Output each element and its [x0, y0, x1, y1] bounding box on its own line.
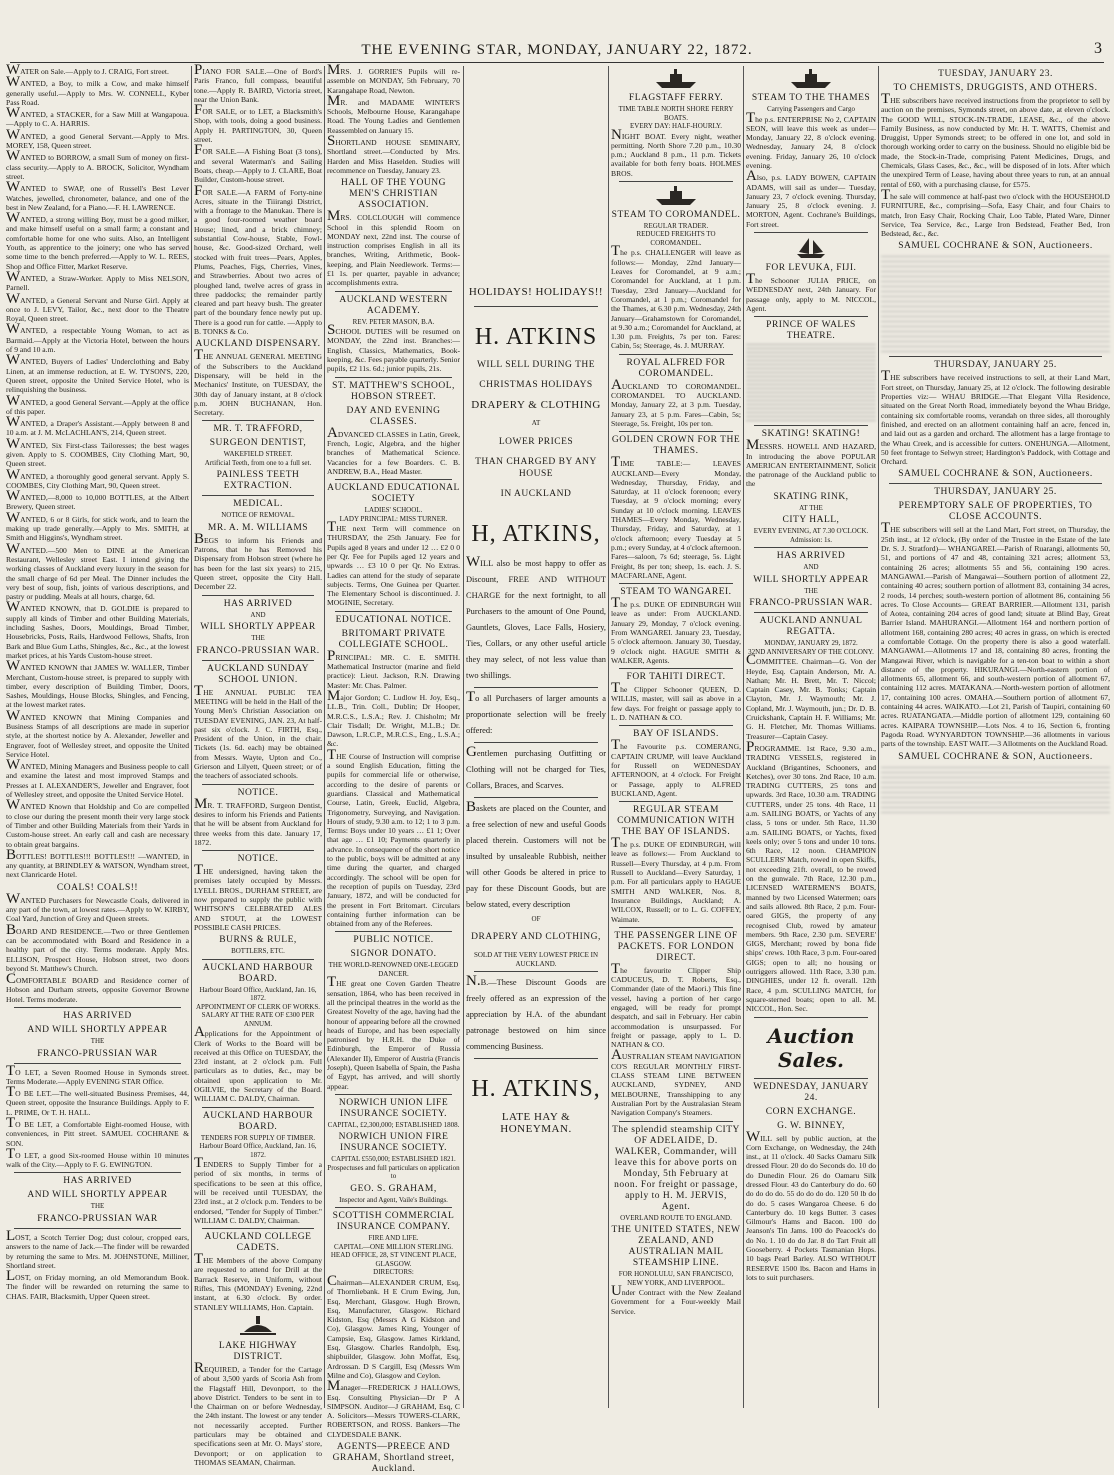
ad-heading: BRITOMART PRIVATE COLLEGIATE SCHOOL.	[338, 628, 449, 650]
ad-subheading: Harbour Board Office, Auckland, Jan. 16, 1872.	[199, 985, 317, 1003]
classified-ad: AUSTRALIAN STEAM NAVIGATION CO'S REGULAR MONTHLY FIRST-CLASS STEAM LINE BETWEEN AUCKLAND, SYDNEY, AND MELBOURNE, Transshipping to any Australian Port by the Australasian Steam Navigation Company's Steamers.	[611, 1047, 741, 1118]
classified-ad: Gentlemen purchasing Outfitting or Clothing will not be charged for Ties, Collars, Braces, and Scarves.	[466, 743, 606, 790]
ad-heading: CITY HALL,	[782, 515, 840, 526]
classified-ad: THE ANNUAL GENERAL MEETING of the Subscribers to the Auckland Dispensary, will be held in the Mechanics' Institute, on TUESDAY, the 30th day of January instant, at 8 o'clock p.m. JOHN BUCHANAN, Hon. Secretary.	[194, 347, 322, 418]
classified-ad: PIANO FOR SALE.—One of Bord's Paris Franco, full compass, beautiful tone.—Apply R. BAIRD, Victoria street, near the Union Bank.	[194, 62, 322, 104]
ad-subheading: REGULAR TRADER.	[643, 221, 709, 230]
ad-subheading: LADIES' SCHOOL.	[364, 506, 423, 515]
ad-subheading: Prospectuses and full particulars on application to	[327, 1163, 460, 1181]
ad-heading: AUCKLAND HARBOUR BOARD.	[202, 962, 314, 984]
classified-ad: WANTED, a strong willing Boy, must be a good milker, and make himself useful on a small farm; a constant and comfortable home for one who suits. Also, an Intelligent Youth, as apprentice to the joinery; one who has served some time to the bench preferred.—Apply to W. L. REES, Shop and Office Fitter, Market Reserve.	[6, 210, 189, 271]
ad-heading: TUESDAY, JANUARY 23.	[938, 69, 1053, 79]
ad-subheading: AT	[531, 419, 541, 427]
ad-subheading: NOTICE OF REMOVAL.	[221, 511, 295, 520]
ad-subheading: REV. PETER MASON, B.A.	[352, 317, 435, 326]
ad-heading: BURNS & RULE,	[219, 935, 297, 946]
classified-ad: The favourite Clipper Ship CADUCEUS, D. T. Roberts, Esq., Commander (late of the Maori.) This fine vessel, having a portion of her cargo engaged, will be ready for prompt despatch, and sail in February. Her cabin accommodation is unsurpassed. For freight or passage, apply to L. D. NATHAN & CO.	[611, 960, 741, 1050]
ad-heading: THURSDAY, JANUARY 25.	[934, 487, 1057, 498]
classified-ad: WANTED to BORROW, a small Sum of money on first-class security.—Apply to A. BROCK, Solicitor, Wyndham street.	[6, 148, 189, 181]
classified-ad: MRS. J. GORRIE'S Pupils will re-assemble on MONDAY, 5th February, 70 Karangahape Road, Newton.	[327, 62, 460, 95]
classified-ad: WANTED, a good General Servant.—Apply to Mrs. MOREY, 158, Queen street.	[6, 126, 189, 151]
masthead	[10, 38, 1104, 63]
ad-heading: PEREMPTORY SALE OF PROPERTIES, TO CLOSE ACCOUNTS.	[898, 501, 1093, 523]
ad-heading: NOTICE.	[237, 787, 279, 798]
ad-heading: AUCKLAND WESTERN ACADEMY.	[339, 294, 448, 316]
divider	[202, 660, 314, 661]
classified-ad: Applications for the Appointment of Clerk of Works to the Board will be received at this Office on TUESDAY, the 23rd instant, at 2 o'clock p.m. Full particulars as to duties, &c., may be obtained upon application to Mr. OGILVIE, the Secretary of the Board. WILLIAM C. DALDY, Chairman.	[194, 1024, 322, 1104]
divider	[335, 611, 452, 612]
ad-heading: HALL OF THE YOUNG MEN'S CHRISTIAN ASSOCIATION.	[341, 178, 446, 211]
ad-subheading: Admission: 1s.	[789, 535, 832, 544]
divider	[335, 931, 452, 932]
classified-ad: WANTED KNOWN that Mining Companies and Business Stamps of all descriptions are made in superior style, at the shortest notice by A. Alexander, Jeweller and Engraver, foot of Wellesley street, and opposite the United Service Hotel.	[6, 707, 189, 759]
ad-heading: SAMUEL COCHRANE & SON, Auctioneers.	[898, 469, 1093, 480]
ad-heading: FLAGSTAFF FERRY.	[628, 93, 724, 103]
ad-heading: AND WILL SHORTLY APPEAR	[27, 1190, 168, 1201]
column-rule	[608, 66, 609, 1408]
ad-heading: WILL SHORTLY APPEAR	[200, 622, 316, 633]
ad-subheading: MONDAY, JANUARY 29, 1872.	[764, 639, 858, 648]
classified-ad: MR. T. TRAFFORD, Surgeon Dentist, desires to inform his Friends and Patients that he will be absent from Auckland for three weeks from this date. January 17, 1872.	[194, 795, 322, 847]
classified-ad: COMFORTABLE BOARD and Residence corner of Hobson and Durham streets, opposite Governor Browne Hotel. Terms moderate.	[6, 971, 189, 1004]
classified-ad: WANTED, Buyers of Ladies' Underclothing and Baby Linen, at an immense reduction, at E. W. TYSON'S, 220, Queen street, opposite the United Service Hotel, who is relinquishing the business.	[6, 352, 189, 395]
classified-ad: THE subscribers will sell at the Land Mart, Fort street, on Thursday, the 25th inst., at 12 o'clock, (By order of the Trustee in the Estate of the late Dr. S. J. Stratford)— WHANGAREI.—Parish of Ruarangi, allotments 50, 51, and portions of 47 and 48, containing 321 acres; allotment 53, containing 26 acres; allotments 55 and 56, containing 190 acres. MANGAWAI.—Parish of Mangawai—Southern portion of allotment 22, containing 40 acres; southern portion of allotment 83, containing 34 acres, 2 roods, 14 perches; south-western portion of allotment 86, containing 56 acres. To Close Accounts— GREAT BARRIER.—Allotment 131, parish of Aotea, containing 204 acres of good land; situate at Blind Bay, Great Barrier Island. MAHURANGI.—Allotment 164 and northern portion of allotment 168, containing 280 acres; 40 acres in grass, on which is erected a comfortable Cottage. On the property there is also a good waterfall. MANGAWAI.—Allotments 17 and 18, containing 80 acres, fronting the Mangawai River, which is navigable for a ten-ton boat to within a short distance of the property. HIKURANGI.—North-eastern portion of allotments 65, allotment 66, and south-western portion of allotment 67, containing 112 acres. MATAKANA.—North-western portion of allotment 17, containing 100 acres. OMAHA.—Southern portion of allotment 67, containing 44 acres. WAIKATO.—Lot 21, Parish of Taupiri, containing 60 acres. RUATANGATA.—Middle portion of allotment 129, containing 60 acres. KAIPARA TOWNSHIP.—Lots Nos. 4 to 16, Section 6, fronting Pagoda Road. WYNYARDTON TOWNSHIP.—36 allotments in various parts of the township. EAST WAIT.—3 Allotments on the Auckland Road.	[881, 520, 1110, 749]
divider	[202, 595, 314, 596]
classified-ad: N.B.—These Discount Goods are freely offered as an expression of the appreciation by H.A. of the abundant patronage bestowed on him since commencing Business.	[466, 973, 606, 1051]
classified-ad: Under Contract with the New Zealand Government for a Four-weekly Mail Service.	[611, 1283, 741, 1316]
divider	[889, 483, 1102, 484]
classified-ad: WANTED Purchasers for Newcastle Coals, delivered in any part of the town, at lowest rates.—Apply to W. KIRBY, Coal Yard, Junction of Grey and Queen streets.	[6, 890, 189, 924]
classified-ad: TO LET, a Seven Roomed House in Symonds street. Terms Moderate.—Apply EVENING STAR Office.	[6, 1062, 189, 1086]
classified-ad: THE subscribers have received instructions from the proprietor to sell by auction on the premises, Symonds street, on above date, at eleven o'clock. The GOOD WILL, STOCK-IN-TRADE, LEASE, &c., of the above Family Business, as now conducted by Mr. H. T. WATTS, Chemist and Druggist, Upper Symonds street; to be offered in one lot, and sold in thorough working order to carry on the business. Should no eligible bid be made, the Stock-in-Trade, comprising Patent Medicines, Drugs, and Chemicals, Glass Cases, &c., &c., will be disposed of in lots. After which the unexpired Term of Lease, having about three years to run, at an annual rental of £60, with a purchasing clause, for £575.	[881, 91, 1110, 189]
ad-heading: SAMUEL COCHRANE & SON, Auctioneers.	[898, 241, 1093, 252]
ad-heading: DAY AND EVENING CLASSES.	[346, 405, 441, 427]
ad-heading: H. ATKINS	[474, 324, 598, 350]
classified-ad: TIME TABLE:— LEAVES AUCKLAND—Every Monday, Wednesday, Thursday, Friday, and Saturday, at 11 o'clock forenoon; every Tuesday, at 9 o'clock morning; every Sunday at 10 o'clock morning. LEAVES THAMES—Every Monday, Wednesday, Thursday, Friday, and Saturday, at 1 o'clock afternoon; every Tuesday at 5 p.m.; every Sunday, at 4 o'clock afternoon. Fares—saloon, 7s 6d; steerage, 5s. Light Freight, 8s per ton; sheep, 1s. each. J. S. MACFARLANE, Agent.	[611, 454, 741, 580]
ad-heading: The splendid steamship CITY OF ADELAIDE, D. WALKER, Commander, will leave this for above ports on Monday, 5th February at noon. For freight or passage, apply to H. M. JERVIS, Agent.	[612, 1124, 740, 1212]
divider	[889, 356, 1102, 357]
ad-heading: AUCKLAND SUNDAY SCHOOL UNION.	[207, 663, 309, 685]
ad-subheading: Inspector and Agent, Vaile's Buildings.	[339, 1195, 448, 1204]
classified-ad: SCHOOL DUTIES will be resumed on MONDAY, the 22nd inst. Branches:—English, Classics, Mathematics, Book-keeping, &c. Fees payable quarterly. Senior pupils, £2 11s. 6d.; junior pupils, 21s.	[327, 322, 460, 374]
classified-ad: WANTED, a respectable Young Woman, to act as Barmaid.—Apply at the Victoria Hotel, between the hours of 9 and 10 a.m.	[6, 321, 189, 355]
divider	[202, 784, 314, 785]
ad-subheading: TENDERS FOR SUPPLY OF TIMBER.	[200, 1133, 316, 1142]
ad-heading: STEAM TO COROMANDEL.	[611, 209, 741, 220]
section-title: Auction Sales.	[767, 1023, 855, 1072]
classified-ad: WANTED, Six First-class Tailoresses; the best wages given. Apply to S. COOMBES, City Clothing Mart, 90, Queen street.	[6, 435, 189, 469]
ad-heading: MEDICAL.	[233, 499, 283, 510]
classified-ad: NIGHT BOAT. Every night, weather permitting. North Shore 7.20 p.m., 10.30 p.m.; Auckland 8 p.m., 11 p.m. Tickets available for both ferry boats. HOLMES BROS.	[611, 126, 741, 178]
ad-heading: SAMUEL COCHRANE & SON, Auctioneers.	[898, 751, 1093, 762]
ad-heading: AGENTS—PREECE AND GRAHAM, Shortland street, Auckland.	[332, 1442, 455, 1474]
ad-subheading: FOR HONOLULU, SAN FRANCISCO, NEW YORK, AND LIVERPOOL.	[618, 1270, 734, 1287]
ad-heading: THAN CHARGED BY ANY HOUSE	[475, 456, 597, 479]
ad-subheading: OF	[531, 914, 541, 923]
ad-subheading: CAPITAL, £2,300,000; ESTABLISHED 1808.	[327, 1120, 460, 1129]
crest-icon	[238, 1314, 278, 1338]
divider	[14, 1172, 181, 1173]
classified-ad: WANTED, 6 or 8 Girls, for stick work, and to learn the making up trade generally.—Apply to Mrs. SMITH, at Smith and Higgins's, Wyndham street.	[6, 509, 189, 543]
ad-heading: SKATING RINK,	[773, 491, 849, 502]
classified-ad: TO LET, a good Six-roomed House within 10 minutes walk of the City.—Apply to F. G. EWINGTON.	[6, 1145, 189, 1170]
ad-heading: AUCKLAND HARBOUR BOARD.	[202, 1110, 314, 1132]
classified-ad: WANTED to SWAP, one of Russell's Best Lever Watches, jewelled, chronometer, balance, and one of the best in New Zealand, for a Piano.—F. H. LAWRENCE.	[6, 179, 189, 212]
classified-ad: REQUIRED, a Tender for the Cartage of about 3,500 yards of Scoria Ash from the Flagstaff Hill, Devonport, to the above District. Tenders to be sent in to the Chairman on or before Wednesday, the 24th instant. The lowest or any tender not necessarily accepted. Further particulars may be obtained and specifications seen at Mr. O. Mays' store, Devonport; or on application to THOMAS SEAMAN, Chairman.	[194, 1359, 322, 1467]
ad-subheading: REDUCED FREIGHTS TO COROMANDEL.	[636, 230, 716, 247]
ad-heading: SURGEON DENTIST,	[209, 438, 307, 449]
ad-heading: EDUCATIONAL NOTICE.	[335, 614, 452, 625]
classified-ad: Manager—FREDERICK J HALLOWS, Esq. Consulting Physician—Dr P A SIMPSON. Auditor—J GRAHAM, Esq, C A. Solicitors—Messrs TOWERS-CLARK, ROBERTSON, and ROSS. Bankers—The CLYDESDALE BANK.	[327, 1378, 460, 1439]
classified-ad: WANTED, a thoroughly good general servant. Apply S. COOMBES, City Clothing Mart, 90, Queen street.	[6, 466, 189, 490]
divider	[202, 850, 314, 851]
ad-heading: AUCKLAND DISPENSARY.	[195, 339, 321, 350]
divider	[754, 425, 868, 426]
ad-heading: LAKE HIGHWAY DISTRICT.	[218, 1340, 298, 1362]
ad-heading: NORWICH UNION FIRE INSURANCE SOCIETY.	[338, 1132, 449, 1154]
divider	[474, 971, 598, 972]
classified-ad: WILL also be most happy to offer as Discount, FREE AND WITHOUT CHARGE for the next fortnight, to all Purchasers to the amount of One Pound, Gauntlets, Gloves, Lace Falls, Hosiery, Ties, Collars, or any other useful article they may select, of not less value than two shillings.	[466, 553, 606, 680]
classified-ad: FOR SALE, or to LET, a Blacksmith's Shop, with tools, doing a good business. Apply H. PARTINGTON, 30, Queen street.	[194, 102, 322, 145]
classified-ad: THE Course of Instruction will comprise a sound English Education, fitting the pupils for commercial life or otherwise, according to the desire of parents or guardians. Classical and Mathematical Course, Latin, Greek, Euclid, Algebra, Trigonometry, Surveying, and Navigation. Hours of study, 9.30 a.m. to 12; 1 to 3 p.m. Terms: Boys under 10 years … £1 1; Over that age … £1 10; Payments quarterly in advance. In consequence of the short notice to the public, boys will be admitted at any time during the quarter, and charged accordingly. The school will be open for the reception of pupils on Tuesday, 23rd January, 1872, and will be conducted for the present in Fort Britomart. Circulars containing further information can be obtained from any of the Referees.	[327, 746, 460, 929]
ad-heading: ST. MATTHEW'S SCHOOL, HOBSON STREET.	[332, 380, 455, 402]
divider	[474, 687, 598, 688]
classified-ad: The p.s. ENTERPRISE No 2, CAPTAIN SEON, will leave this week as under— Monday, January 22, 8 o'clock evening. Wednesday, January 24, 8 o'clock evening. Friday, January 26, 10 o'clock evening.	[746, 109, 876, 170]
ad-heading: TO CHEMISTS, DRUGGISTS, AND OTHERS.	[893, 83, 1098, 93]
classified-ad: TO BE LET.—The well-situated Business Premises, 44, Queen street, opposite the Insurance Buildings. Apply to F. L. PRIME, Or T. H. HALL.	[6, 1084, 189, 1117]
ad-heading: DRAPERY AND CLOTHING,	[471, 932, 601, 942]
divider	[335, 479, 452, 480]
classified-ad: WANTED, Mining Managers and Business people to call and examine the latest and most improved Stamps and Presses at I. ALEXANDER'S, Jeweller and Engraver, foot of Wellesley street, and opposite the United Service Hotel.	[6, 757, 189, 800]
classified-ad: PRINCIPAL: MR. C. E. SMITH. Mathematical Instructor (marine and field practice): Lieut. Jackson, R.N. Drawing Master: Mr. Chas. Palmer.	[327, 647, 460, 690]
classified-ad: THE next Term will commence on THURSDAY, the 25th January. Fee for Pupils aged 8 years and under 12 … £2 0 0 per Qr. Fee for Pupils aged 12 years and upwards … £3 10 0 per Qr. No Extras. Ladies can attend for the study of separate subjects. Terms, One Guinea per Quarter. The Elementary School is discontinued. J. MOGINIE, Secretary.	[327, 519, 460, 608]
classified-ad: WILL sell by public auction, at the Corn Exchange, on Wednesday, the 24th inst., at 11 o'clock. 40 Sacks Oamaru Silk dressed Flour. 20 do do Seconds do. 10 do do Dunedin Flour. 26 do Oamaru Silk dressed Flour. 43 do Canterbury do do. 60 do do do do. 55 do do do do. 120 50 lb do do do. 5 cases Wangaroa Cheese. 6 do Canterbury do. 10 kegs Butter. 3 cases Gilmour's Hams and Bacon. 100 do Jeanson's Tin Jams. 100 do Peacock's do do No. 1. 10 do do Jar. 8 do Tart Fruit all Gooseberry. 4 Pockets Tasmanian Hops. 10 bags Pearl Barley. ALSO WITHOUT RESERVE 1500 lbs. Bacon and Hams in lots to suit purchasers.	[746, 1128, 876, 1282]
divider	[619, 583, 733, 584]
column-2	[194, 62, 322, 1467]
classified-ad: THE ANNUAL PUBLIC TEA MEETING will be held in the Hall of the Young Men's Christian Association on TUESDAY EVENING, JAN. 23, At half-past six o'clock. J. C. FIRTH, Esq., President of the Union, in the chair. Tickets (1s. 6d. each) may be obtained from Messrs. Wayte, Upton and Co., Grierson and Lilyett, Queen street; or of the teachers of associated schools.	[194, 682, 322, 781]
classified-ad: LOST, on Friday morning, an old Memorandum Book. The finder will be rewarded on returning the same to CHAS. FAIR, Blacksmith, Upper Queen street.	[6, 1268, 189, 1301]
classified-ad: WANTED, a Draper's Assistant.—Apply between 8 and 10 a.m. at J. M. McLACHLAN'S, 214, Queen street.	[6, 414, 189, 438]
ad-subheading: AND	[803, 563, 819, 572]
column-5	[611, 66, 741, 1408]
divider	[474, 797, 598, 798]
classified-ad: WANTED, a STACKER, for a Saw Mill at Wangapoua.—Apply to C. A. HARRIS.	[6, 105, 189, 129]
classified-ad: THE undersigned, having taken the premises lately occupied by Messrs. LYELL BROS., DURHAM STREET, are now prepared to supply the public with WHITSON'S CELEBRATED ALES AND STOUT, at the LOWEST POSSIBLE CASH PRICES.	[194, 862, 322, 932]
ad-subheading: Artificial Teeth, from one to a full set.	[204, 458, 312, 467]
classified-ad: The p.s. DUKE OF EDINBURGH Will leave as under: From AUCKLAND. January 29, Monday, 7 o'clock evening. From WANGAREI. January 23, Tuesday, 5 o'clock afternoon. January 30, Tuesday, 9 o'clock night. HAGUE SMITH & WALKER, Agents.	[611, 595, 741, 665]
column-rule	[878, 66, 879, 1408]
classified-ad: MR. and MADAME WINTER'S Schools, Melbourne House, Karangahape Road. The Young Ladies and Gentlemen Reassembled on January 15.	[327, 92, 460, 135]
ad-subheading: APPOINTMENT OF CLERK OF WORKS.	[195, 1002, 320, 1011]
ad-heading: G. W. BINNEY,	[777, 1120, 845, 1131]
ad-heading: SKATING! SKATING!	[761, 429, 861, 440]
ad-subheading: THE WORLD-RENOWNED ONE-LEGGED DANCER.	[328, 961, 459, 978]
ad-subheading: AT THE	[799, 503, 823, 512]
ad-heading: BAY OF ISLANDS.	[633, 729, 719, 740]
ad-subheading: WAKEFIELD STREET.	[223, 450, 293, 459]
divider	[202, 420, 314, 421]
ad-heading: LATE HAY & HONEYMAN.	[500, 1111, 572, 1135]
ad-heading: PRINCE OF WALES THEATRE.	[766, 320, 856, 342]
ad-heading: HAS ARRIVED	[223, 598, 293, 609]
divider	[619, 181, 733, 182]
divider	[619, 431, 733, 432]
ad-heading: SIGNOR DONATO.	[350, 949, 437, 960]
classified-ad: The Schooner JULIA PRICE, on WEDNESDAY next, 24th January. For passage only, apply to M. NICCOL, Agent.	[746, 271, 876, 313]
classified-ad: AUCKLAND TO COROMANDEL. COROMANDEL TO AUCKLAND. Monday, January 22, at 3 p.m. Tuesday, January 23, at 5 p.m. Fares—Cabin, 5s; Steerage, 5s. Freight, 10s per ton.	[611, 376, 741, 428]
classified-ad: THE Members of the above Company are requested to attend for Drill at the Barrack Reserve, in Uniform, without Rifles, This (MONDAY) Evening, 22nd instant, at 6.30 o'clock. By order. STANLEY WILLIAMS, Hon. Captain.	[194, 1251, 322, 1312]
faded-auction-notice	[881, 256, 1110, 352]
ad-heading: MR. A. M. WILLIAMS	[207, 522, 309, 533]
column-6	[746, 66, 876, 1408]
divider	[202, 1107, 314, 1108]
column-rule	[324, 66, 325, 1408]
steamship-icon	[652, 185, 700, 207]
ad-subheading: EVERY EVENING, AT 7.30 O'CLOCK.	[753, 527, 869, 536]
divider	[335, 291, 452, 292]
classified-ad: THE subscribers have received instructions to sell, at their Land Mart, Fort street, on Thursday, January 25, at 12 o'clock. The following desirable Properties viz:— WHAU BRIDGE.—That Elegant Villa Residence, situated on the Great North Road, immediately beyond the Whau Bridge, containing six comfortable rooms, verandah on three sides, all thoroughly finished, and erected on an allotment containing half an acre, fenced in, and laid out as a garden and orchard. The allotment has a large frontage to the Whau Creek, and is accessible for cutters. ONEHUNGA.—Allotment, 50 feet frontage to Selwyn street; Hardington's Paddock, with Cottage and Orchard.	[881, 368, 1110, 467]
classified-ad: WANTED, a good General Servant.—Apply at the office of this paper.	[6, 392, 189, 416]
column-rule	[743, 66, 744, 1408]
classified-ad: WANTED KNOWN, that D. GOLDIE is prepared to supply all kinds of Timber and other Building Materials, including Sashes, Doors, Mouldings, Broad Timber, Housebricks, Posts, Rails, Hardwood Fellows, Shafts, Iron Bark and Blue Gum Laths, Shingles, &c., &c., at the lowest market prices, at his Yards Custom-house street.	[6, 599, 189, 660]
ad-heading: ROYAL ALFRED FOR COROMANDEL.	[626, 357, 726, 379]
divider	[754, 1078, 868, 1079]
ad-subheading: FIRE AND LIFE.	[368, 1234, 419, 1243]
ad-heading: FRANCO-PRUSSIAN WAR.	[749, 598, 873, 609]
ad-heading: AND WILL SHORTLY APPEAR	[27, 1025, 168, 1036]
ad-subheading: EVERY DAY: HALF-HOURLY.	[630, 122, 722, 130]
column-1	[6, 62, 189, 1408]
ad-heading: STEAM TO THE THAMES	[751, 93, 871, 103]
ad-subheading: TIME TABLE NORTH SHORE FERRY BOATS.	[618, 105, 734, 122]
divider	[619, 725, 733, 726]
ad-subheading: SOLD AT THE VERY LOWEST PRICE IN AUCKLAND.	[473, 951, 599, 968]
classified-ad: FOR SALE.—A FARM of Forty-nine Acres, situate in the Tiiirangi District, with a frontage to the Manukau. There is a good four-roomed weather board House; lined, and a brick chimney; substantial Cow-house, Stable, Fowl-house, &c. Good-sized Orchard, well stocked with fruit trees—Pears, Apples, Plums, Peaches, Figs, Cherries, Vines, and Strawberries. About two acres of ploughed land, twelve acres of grass in three paddocks; the remainder partly cleared and part heavy bush. The greater part of the boundary fence newly put up. There is a good run for cattle. —Apply to B. TONKS & Co.	[194, 182, 322, 337]
faded-theatre-notice	[746, 344, 876, 422]
faded-auction-notice	[881, 767, 1110, 813]
ad-subheading: THE	[251, 634, 265, 643]
ad-heading: CORN EXCHANGE.	[765, 1106, 857, 1117]
divider	[619, 354, 733, 355]
ad-subheading: HEAD OFFICE, 28, ST VINCENT PLACE, GLASGOW.	[330, 1251, 457, 1268]
schooner-icon	[791, 236, 831, 260]
column-rule	[463, 66, 464, 1408]
ad-heading: WEDNESDAY, JANUARY 24.	[753, 1081, 869, 1103]
classified-ad: MESSRS. HOWELL AND HAZARD, In introducing the above POPULAR AMERICAN ENTERTAINMENT, Solicit the patronage of the Auckland public to the	[746, 437, 876, 489]
divider	[619, 801, 733, 802]
ad-heading: WILL SHORTLY APPEAR	[753, 574, 869, 585]
divider	[202, 1228, 314, 1229]
ad-heading: AUCKLAND ANNUAL REGATTA.	[759, 616, 863, 638]
ad-heading: PAINLESS TEETH EXTRACTION.	[216, 470, 300, 492]
divider	[474, 1058, 598, 1059]
classified-ad: COMMITTEE. Chairman—G. Von der Heyde, Esq. Captain Anderson, Mr. A. Nathan; Mr. H. Brett, Mr. T. Niccol; Captain Casey, Mr. B. Tonks; Captain Clayton, Mr. J. Waymouth; Mr. J. Copland, Mr. J. Waymouth, jun.; Dr. D. B. Cruickshank, Captain H. F. Williams; Mr. G. H. Fletcher, Mr. Thomas Williams. Treasurer—Captain Casey.	[746, 652, 876, 741]
classified-ad: ADVANCED CLASSES in Latin, Greek, French, Logic, Algebra, and the higher branches of Mathematical Science. Vacancies for a few Boarders. C. B. ANDREW, B.A., Head Master.	[327, 424, 460, 476]
classified-ad: WANTED, a Boy, to milk a Cow, and make himself generally useful.—Apply to Mrs. W. CONNELL, Kyber Pass Road.	[6, 74, 189, 107]
ad-subheading: AND	[250, 610, 266, 619]
column-7	[881, 66, 1110, 1408]
divider	[754, 316, 868, 317]
ad-subheading: Harbour Board Office, Auckland, Jan. 16, 1872.	[199, 1142, 317, 1159]
ad-subheading: SALARY AT THE RATE OF £300 PER ANNUM.	[201, 1011, 315, 1028]
ad-heading: H, ATKINS,	[471, 520, 601, 547]
ad-subheading: CAPITAL £550,000; ESTABLISHED 1821.	[331, 1155, 456, 1164]
ad-heading: AUCKLAND COLLEGE CADETS.	[204, 1232, 312, 1254]
ad-heading: GOLDEN CROWN FOR THE THAMES.	[611, 435, 741, 457]
classified-ad: WANTED, a Straw-Worker. Apply to Miss NELSON, Parnell.	[6, 268, 189, 293]
ad-subheading: BOTTLERS, ETC.	[231, 947, 285, 956]
classified-ad: Chairman—ALEXANDER CRUM, Esq, of Thornliebank. H E Crum Ewing, Jun, Esq, Merchant, Glasgow. Hugh Brown, Esq, Manufacturer, Glasgow. Richard Kidston, Esq (Messrs A G Kidston and Co), Glasgow. James King, Younger of Campsie, Esq, Glasgow. James Kirkland, Esq, Glasgow. Charles Randolph, Esq, shipbuilder, Glasgow. John Moffat, Esq, Ardrossan. D S Cargill, Esq (Messrs Wm Milne and Co), Glasgow and Ceylon.	[327, 1272, 460, 1380]
ad-heading: H. ATKINS,	[471, 1076, 601, 1102]
ad-heading: HAS ARRIVED	[63, 1176, 132, 1187]
divider	[335, 377, 452, 378]
ad-heading: STEAM TO WANGAREI.	[620, 587, 732, 598]
classified-ad: To all Purchasers of larger amounts a proportionate selection will be freely offered:	[466, 688, 606, 735]
classified-ad: BEGS to inform his Friends and Patrons, that he has Removed his Dispensary from Hobson street (where he has been for the last six years) to 215, Queen street, opposite the City Hall. December 22.	[194, 530, 322, 592]
classified-ad: The sale will commence at half-past two o'clock with the HOUSEHOLD FURNITURE, &c., comprising—Sofa, Easy Chair, and four Chairs to match, Iron Easy Chair, Rocking Chair, Loo Table, Plated Ware, Dinner Service, Tea Service, &c., Large Iron Bedstead, Feather Bed, Iron Bedstead, &c., &c.	[881, 186, 1110, 239]
ad-heading: WILL SELL DURING THE	[476, 360, 596, 370]
classified-ad: Baskets are placed on the Counter, and a free selection of new and useful Goods placed therein. Customers will not be insulted by unsaleable Rubbish, neither will other Goods be altered in price to pay for these Discount Goods, but are below stated, every description	[466, 798, 606, 909]
ad-heading: MR. T. TRAFFORD,	[213, 424, 303, 435]
ferry-icon	[652, 68, 700, 90]
ad-heading: NOTICE.	[237, 854, 279, 865]
classified-ad: Also, p.s. LADY BOWEN, CAPTAIN ADAMS, will sail as under— Tuesday, January 23, 7 o'clock evening. Thursday, January 25, 8 o'clock evening. J. MORTON, Agent. Cochrane's Buildings, Fort street.	[746, 168, 876, 229]
ad-heading: FRANCO-PRUSSIAN WAR.	[196, 645, 320, 656]
ad-heading: LOWER PRICES	[498, 436, 574, 447]
ad-heading: HAS ARRIVED	[776, 551, 846, 562]
divider	[474, 742, 598, 743]
ad-heading: IN AUCKLAND	[500, 488, 572, 499]
classified-ad: SHORTLAND HOUSE SEMINARY, Shortland street.—Conducted by Mrs. Harden and Miss Haselden. Studies will recommence on Tuesday, January 23.	[327, 133, 460, 175]
ad-heading: NORWICH UNION LIFE INSURANCE SOCIETY.	[338, 1097, 449, 1119]
divider	[202, 495, 314, 496]
classified-ad: THE great one Coven Garden Theatre sensation, 1864, who has been received in all the principal theatres in the world as the Greatest Novelty of the age, having had the honour of appearing before all the crowned heads of Europe, and has been especially patronised by H.R.H. the Duke of Edinburgh, the Emperor of Russia (Alexander II), Emperor of Austria (Francis Joseph), Queen Isabella of Spain, the Pasha of Egypt, has arrived, and will shortly appear.	[327, 974, 460, 1091]
classified-ad: LOST, a Scotch Terrier Dog; dust colour, cropped ears, answers to the name of Jack.—The finder will be rewarded by returning the same to Mrs. M. JOHNSTONE, Milliner, Shortland street.	[6, 1227, 189, 1270]
classified-ad: The p.s. CHALLENGER will leave as follows:— Monday, 22nd January—Leaves for Coromandel, at 9 a.m.; Coromandel for Auckland, at 1 p.m. Tuesday, 23rd January—Auckland for Coromandel, at 1 p.m.; Coromandel for the Thames, at 6.30 p.m. Wednesday, 24th January—Grahamstown for Coromandel, at 9.30 a.m.; Coromandel for Auckland, at 1.30 p.m. Freights, 7s per ton. Fares: Cabin, 5s; Steerage, 4s. J. MURRAY.	[611, 243, 741, 351]
ad-heading: GEO. S. GRAHAM,	[350, 1183, 437, 1194]
classified-ad: BOTTLES! BOTTLES!!! BOTTLES!!! —WANTED, in any quantity, at BRINDLEY & WATSON, Wyndham street, next Clanricarde Hotel.	[6, 846, 189, 880]
ad-subheading: THE	[804, 586, 818, 595]
column-3	[327, 62, 460, 1474]
ad-subheading: CAPITAL—ONE MILLION STERLING.	[333, 1242, 453, 1251]
ad-heading: FOR LEVUKA, FIJI.	[765, 263, 857, 274]
classified-ad: TO BE LET, a Comfortable Eight-roomed House, with conveniences, in Pitt street. SAMUEL COCHRANE & SON.	[6, 1115, 189, 1148]
divider	[474, 306, 598, 307]
classified-ad: The Clipper Schooner QUEEN, D. WILLIS, master, will sail as above in a few days. For freight or passage apply to L. D. NATHAN & CO.	[611, 680, 741, 723]
divider	[619, 927, 733, 928]
divider	[754, 232, 868, 233]
classified-ad: WANTED, a General Servant and Nurse Girl. Apply at once to J. LEVY, Tailor, &c., next door to the Theatre Royal, Queen street.	[6, 290, 189, 324]
divider	[335, 1094, 452, 1095]
page-number: 3	[1094, 40, 1102, 57]
divider	[619, 1121, 733, 1122]
ad-subheading: THE	[90, 1202, 105, 1211]
classified-ad: Major Gordon; C. Ludlow H. Joy, Esq., LL.B., Trin. Coll., Dublin; Dr Hooper, M.R.C.S., L.S.A.; Rev. J. Chisholm; Mr Clair Tisdall; Dr. Wright, M.L.B.; Dr. Dawson, L.R.C.P., M.R.C.S., Eng., L.S.A.; &c.	[327, 687, 460, 749]
column-4	[466, 66, 606, 1408]
ad-heading: FRANCO-PRUSSIAN WAR	[37, 1048, 158, 1059]
divider	[14, 1063, 181, 1064]
classified-ad: WANTED Known that Holdship and Co are compelled to close our during the present month their very large stock of Timber and other Building Materials from their Yards in Custom-house street. An early call and cash are necessary to obtain great bargains.	[6, 797, 189, 849]
classified-ad: The Favourite p.s. COMERANG, CAPTAIN CRUMP, will leave Auckland for Russell on WEDNESDAY AFTERNOON, at 4 o'clock. For Freight or Passage, apply to ALFRED BUCKLAND, Agent.	[611, 737, 741, 798]
ad-heading: THE UNITED STATES, NEW ZEALAND, AND AUSTRALIAN MAIL STEAMSHIP LINE.	[611, 1225, 741, 1269]
steamship-icon	[787, 68, 835, 90]
ad-heading: THE PASSENGER LINE OF PACKETS. FOR LONDON DIRECT.	[614, 930, 738, 963]
ad-heading: THURSDAY, JANUARY 25.	[934, 360, 1057, 371]
divider	[619, 668, 733, 669]
classified-ad: BOARD AND RESIDENCE.—Two or three Gentlemen can be accommodated with Board and Residence in a healthy part of the city. Terms moderate. Apply Mrs. ELLISON, Prospect House, Hobson street, two doors beyond St. Matthew's Church.	[6, 921, 189, 973]
ad-heading: PUBLIC NOTICE.	[353, 935, 434, 946]
column-rule	[191, 66, 192, 1408]
ad-subheading: OVERLAND ROUTE TO ENGLAND.	[620, 1213, 732, 1222]
divider	[754, 1017, 868, 1018]
divider	[754, 612, 868, 613]
ad-subheading: Carrying Passengers and Cargo	[767, 105, 855, 113]
classified-ad: WANTED.—500 Men to DINE at the American Restaurant, Wellesley street East. I intend giving the working classes of Auckland every luxury in the season for the small charge of 6d per Meal. The Dinner includes the very best of soup, fish, joints of various descriptions, and pastry or pudding. Meals at all hours, charge, 6d.	[6, 540, 189, 602]
newspaper-title: THE EVENING STAR, MONDAY, JANUARY 22, 1872.	[361, 42, 753, 58]
divider	[14, 1228, 181, 1229]
divider	[754, 547, 868, 548]
ad-heading: CHRISTMAS HOLIDAYS	[479, 380, 593, 390]
classified-ad: PROGRAMME. 1st Race, 9.30 a.m., TRADING VESSELS, registered in Auckland (Brigantines, Schooners, and Ketches), over 30 tons. 2nd Race, 10 a.m. TRADING CUTTERS, 25 tons and upwards. 3rd Race, 10.30 a.m. TRADING CUTTERS, under 25 tons. 4th Race, 11 a.m. SAILING BOATS, or Yachts of any class, 5 tons or under. 5th Race, 11.30 a.m. SAILING BOATS, or Yachts, fixed keels only; over 5 tons and under 10 tons. 6th Race, 12 noon. CHAMPION SCULLERS' Match, rowed in open Skiffs, not exceeding 21ft. overall, to be rowed on the gunwale. 7th Race, 12.30 p.m., LICENSED WATERMEN'S BOATS, manned by two Licensed Watermen; oars and sails allowed. 8th Race, 2 p.m. Four-oared GIGS, the property of any recognised Club, rowed by amateur members. 9th Race, 2.30 p.m. SEVERE' GIGS, Merchant; rowed by bona fide ships' crews. 10th Race, 3 p.m. Four-oared GIGS; open to all; no housing or outriggers allowed. 11th Race, 3.30 p.m. DINGHIES, under 12 ft. overall. 12th Race, 4 p.m. SCULLING MATCH, for square-sterned boats; open to all. M. NICCOL, Hon. Sec.	[746, 738, 876, 1014]
ad-heading: FRANCO-PRUSSIAN WAR	[37, 1213, 158, 1224]
ad-subheading: 32ND ANNIVERSARY OF THE COLONY.	[748, 647, 874, 656]
classified-ad: WATER on Sale.—Apply to J. CRAIG, Fort street.	[6, 62, 169, 78]
ad-heading: HOLIDAYS! HOLIDAYS!!	[468, 286, 604, 298]
ad-heading: COALS! COALS!!	[56, 882, 139, 893]
ad-heading: SCOTTISH COMMERCIAL INSURANCE COMPANY.	[332, 1211, 455, 1233]
classified-ad: The p.s. DUKE OF EDINBURGH, will leave as follows:— From Auckland to Russell—Every Thursday, at 4 p.m. From Russell to Auckland—Every Saturday, 1 p.m. For all particulars apply to HAGUE SMITH AND WALKER, Nos. 8, Insurance Buildings, Auckland; A. WILCOX, Russell; or to L. G. COFFEY, Waimate.	[611, 835, 741, 924]
classified-ad: FOR SALE.—A Fishing Boat (3 tons), and several Waterman's and Sailing Boats, cheap.—Apply to J. CLARE, Boat Builder, Custom-house street.	[194, 142, 322, 185]
divider	[335, 1207, 452, 1208]
ad-subheading: THE	[90, 1037, 105, 1046]
classified-ad: WANTED KNOWN that JAMES W. WALLER, Timber Merchant, Custom-house street, is prepared to supply with timber, every description of Building Timber, Doors, Sashes, Mouldings, House Blocks, Shingles, and Fencing, at the lowest market rates.	[6, 658, 189, 710]
ad-heading: HAS ARRIVED	[63, 1011, 132, 1022]
divider	[202, 959, 314, 960]
ad-heading: AUCKLAND EDUCATIONAL SOCIETY	[327, 483, 460, 505]
divider	[14, 1007, 181, 1008]
ad-heading: REGULAR STEAM COMMUNICATION WITH THE BAY OF ISLANDS.	[617, 805, 735, 838]
ad-subheading: DIRECTORS:	[373, 1268, 414, 1277]
ad-subheading: LADY PRINCIPAL: MISS TURNER.	[339, 514, 448, 523]
ad-heading: FOR TAHITI DIRECT.	[626, 672, 726, 683]
classified-ad: TENDERS to Supply Timber for a period of six months, in terms of specifications to be seen at this office, will be received until TUESDAY, the 23rd inst., at 2 o'clock p.m. Tenders to be endorsed, "Tender for Supply of Timber." WILLIAM C. DALDY, Chairman.	[194, 1155, 322, 1225]
classified-ad: WANTED,—8,000 to 10,000 BOTTLES, at the Albert Brewery, Queen street.	[6, 488, 189, 512]
ad-heading: DRAPERY & CLOTHING	[471, 399, 601, 411]
classified-ad: MRS. COLCLOUGH will commence School in this splendid Room on MONDAY next, 22nd inst. The course of instruction comprises English in all its branches, Writing, Arithmetic, Book-keeping, and Plain Needlework. Terms:—£1 1s. per quarter, payable in advance; accomplishments extra.	[327, 208, 460, 288]
